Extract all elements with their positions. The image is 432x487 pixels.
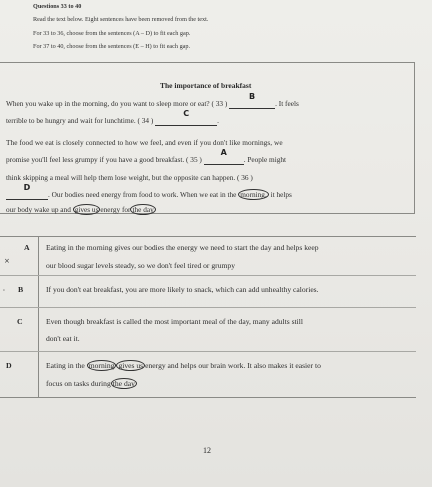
handwritten-answer: B: [249, 92, 256, 101]
options-table: [0, 236, 416, 398]
circled-word: morning,: [240, 190, 267, 199]
page-number: 12: [203, 446, 211, 455]
option-letter: B: [18, 285, 24, 294]
passage-box: [0, 62, 415, 214]
passage-text: our body wake up and: [6, 205, 71, 214]
circled-word: gives us: [118, 361, 144, 370]
option-text: [46, 361, 321, 370]
option-text: If you don't eat breakfast, you are more likely to snack, which can add unhealthy calories.: [46, 285, 319, 294]
cross-mark: ×: [4, 257, 10, 265]
option-letter: C: [17, 317, 23, 326]
passage-line: [6, 183, 292, 200]
option-text: our blood sugar levels steady, so we don't feel tired or grumpy: [46, 261, 235, 270]
circled-word: morning: [88, 361, 115, 370]
passage-text: . Our bodies need energy from food to work. When we eat in the: [48, 190, 237, 199]
gap-35[interactable]: [204, 148, 244, 165]
passage-text: it helps: [270, 190, 292, 199]
passage-line: [6, 109, 219, 126]
option-text: Even though breakfast is called the most important meal of the day, many adults still: [46, 317, 304, 326]
option-text: Eating in the morning gives our bodies the energy we need to start the day and helps keep: [46, 243, 319, 252]
passage-line: think skipping a meal will help them lose weight, but the opposite can happen. ( 36 ): [6, 173, 253, 182]
passage-line: [6, 92, 299, 109]
passage-text: .: [217, 116, 219, 125]
passage-text: When you wake up in the morning, do you want to sleep more or eat? ( 33 ): [6, 99, 228, 108]
passage-text: . People might: [243, 155, 287, 164]
option-text: don't eat it.: [46, 334, 80, 343]
circled-word: gives us: [74, 205, 99, 214]
instruction-line: For 33 to 36, choose from the sentences (A – D) to fit each gap.: [33, 30, 191, 37]
circled-word: the day: [112, 379, 135, 388]
row-divider: [0, 275, 416, 276]
option-text-part: focus on tasks during: [46, 379, 111, 388]
instruction-line: For 37 to 40, choose from the sentences (E – H) to fit each gap.: [33, 43, 191, 50]
handwritten-answer: D: [23, 183, 31, 192]
circled-word: the day: [132, 205, 154, 214]
handwritten-answer: C: [183, 109, 190, 118]
option-letter: D: [6, 361, 12, 370]
tick-mark: ˌ: [3, 284, 5, 292]
passage-line: The food we eat is closely connected to how we feel, and even if you don't like mornings, we: [6, 138, 283, 147]
option-text-part: energy and helps our brain work. It also makes it easier to: [145, 361, 321, 370]
gap-36[interactable]: [6, 183, 48, 200]
section-title: Questions 33 to 40: [33, 3, 82, 10]
row-divider: [0, 307, 416, 308]
column-divider: [38, 237, 39, 397]
row-divider: [0, 351, 416, 352]
passage-text: energy for: [100, 205, 131, 214]
option-text-part: Eating in the: [46, 361, 85, 370]
gap-34[interactable]: [155, 109, 217, 126]
passage-line: [6, 205, 156, 214]
passage-text: terrible to be hungry and wait for lunchtime. ( 34 ): [6, 116, 154, 125]
gap-33[interactable]: [229, 92, 275, 109]
passage-text: . It feels: [275, 99, 299, 108]
instruction-line: Read the text below. Eight sentences have been removed from the text.: [33, 16, 209, 23]
passage-text: promise you'll feel less grumpy if you have a good breakfast. ( 35 ): [6, 155, 202, 164]
handwritten-answer: A: [220, 148, 227, 157]
passage-title: The importance of breakfast: [160, 81, 252, 90]
option-letter: A: [24, 243, 30, 252]
passage-line: [6, 148, 287, 165]
option-text: [46, 379, 137, 388]
